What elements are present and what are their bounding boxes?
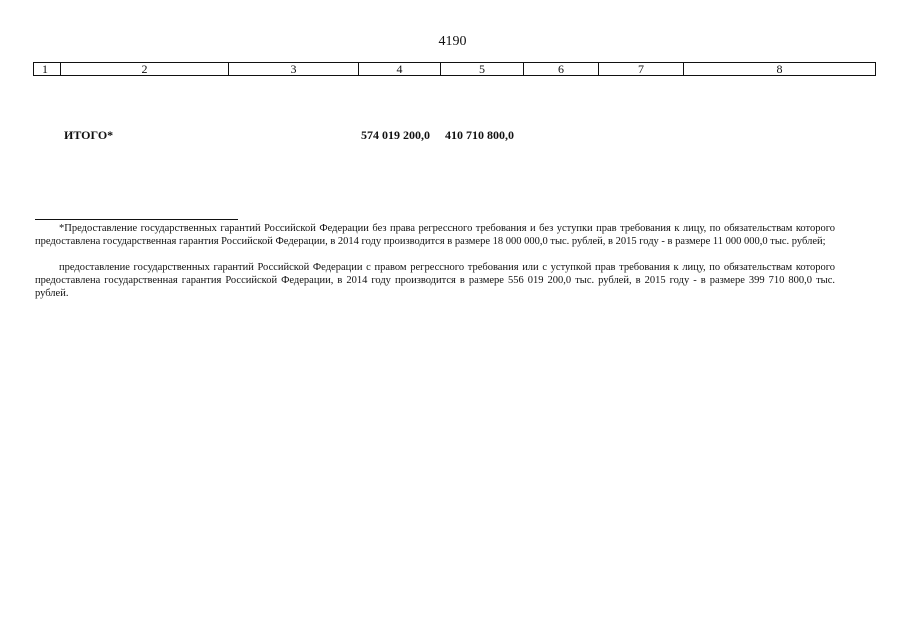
page-number: 4190 <box>438 34 467 49</box>
column-number-header-row <box>33 62 876 76</box>
column-number-6: 6 <box>524 63 599 76</box>
column-number-2: 2 <box>61 63 229 76</box>
footnote-separator <box>35 219 238 220</box>
total-label: ИТОГО* <box>64 128 114 142</box>
column-number-4: 4 <box>359 63 441 76</box>
column-number-5: 5 <box>441 63 524 76</box>
total-value-2015: 410 710 800,0 <box>445 128 514 142</box>
footnote-paragraph: предоставление государственных гарантий Российской Федерации с правом регрессного требования или с уступкой прав требования к лицу, по обязательствам которого предоставлена государственная гарантия Российской Федерации, в 2014 году производится в размере 556 019 200,0 тыс. рублей, в 2015 году - в размере 399 710 800,0 тыс. рублей. <box>35 262 835 300</box>
column-number-3: 3 <box>229 63 359 76</box>
column-number-7: 7 <box>599 63 684 76</box>
column-number-8: 8 <box>684 63 876 76</box>
total-value-2014: 574 019 200,0 <box>361 128 430 142</box>
footnote-paragraph: *Предоставление государственных гарантий Российской Федерации без права регрессного требования и без уступки прав требования к лицу, по обязательствам которого предоставлена государственная гарантия Российской Федерации, в 2014 году производится в размере 18 000 000,0 тыс. рублей, в 2015 году - в размере 11 000 000,0 тыс. рублей; <box>35 223 835 248</box>
column-number-1: 1 <box>34 63 61 76</box>
